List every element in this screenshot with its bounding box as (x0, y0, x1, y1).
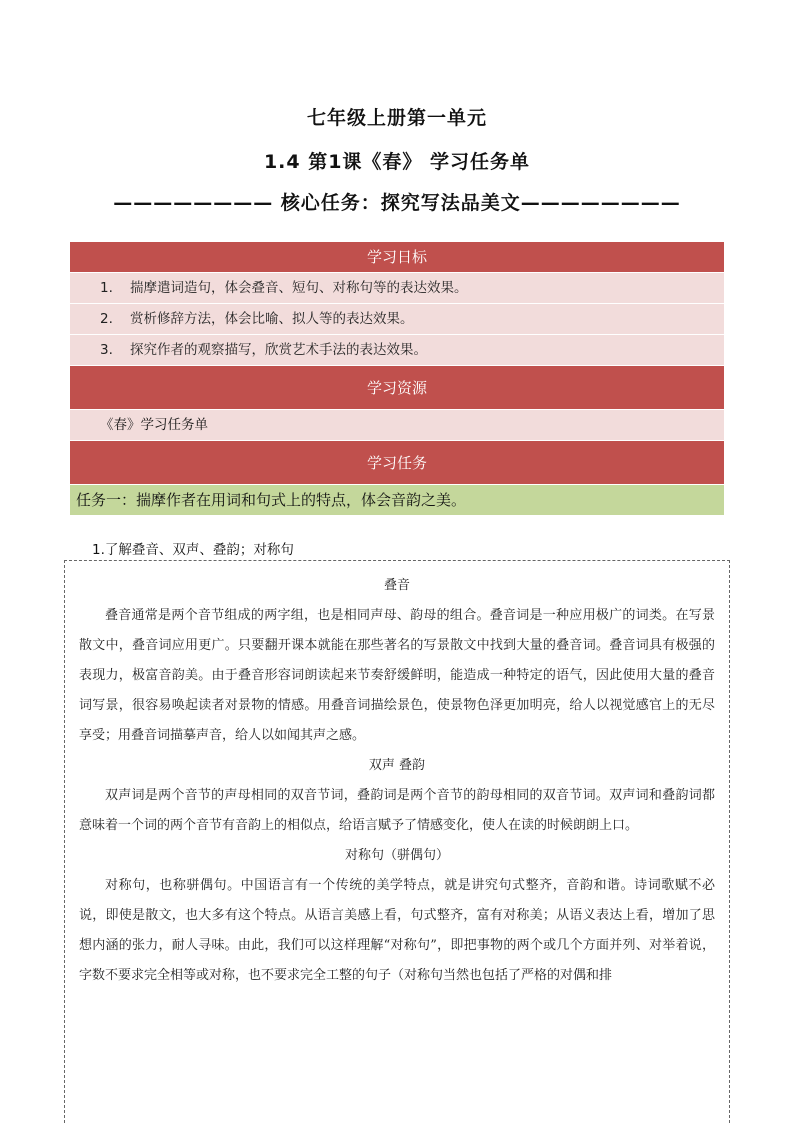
heading-reduplication: 叠音 (383, 578, 410, 593)
doc-title-unit: 七年级上册第一单元 (306, 107, 487, 129)
paragraph-alliteration-rhyme: 双声词是两个音节的声母相同的双音节词，叠韵词是两个音节的韵母相同的双音节词。双声词和叠韵词都意味着一个词的两个音节有音韵上的相似点，给语言赋予了情感变化，使人在读的时候朗朗上口。 (79, 788, 715, 833)
paragraph-symmetric-sentence: 对称句，也称骈偶句。中国语言有一个传统的美学特点，就是讲究句式整齐，音韵和谐。诗词歌赋不必说，即使是散文，也大多有这个特点。从语言美感上看，句式整齐，富有对称美；从语义表达上看，增加了思想内涵的张力，耐人寻味。由此，我们可以这样理解“对称句”，即把事物的两个或几个方面并列、对举着说，字数不要求完全相等或对称，也不要求完全工整的句子（对称句当然也包括了严格的对偶和排 (79, 878, 715, 983)
doc-title-lesson: 1.4 第1课《春》 学习任务单 (263, 151, 531, 173)
tasks-heading: 学习任务 (70, 441, 724, 485)
task-table (70, 242, 724, 515)
task-one: 任务一：揣摩作者在用词和句式上的特点，体会音韵之美。 (70, 485, 724, 515)
goal-item (70, 335, 724, 366)
heading-alliteration-rhyme: 双声 叠韵 (368, 758, 426, 773)
goal-number: 1. (100, 280, 113, 296)
section-subheading: 1.了解叠音、双声、叠韵；对称句 (92, 542, 294, 558)
goal-text: 赏析修辞方法，体会比喻、拟人等的表达效果。 (130, 311, 414, 327)
goals-heading: 学习日标 (70, 242, 724, 273)
goal-item (70, 273, 724, 304)
resource-item: 《春》学习任务单 (70, 410, 724, 441)
paragraph-reduplication: 叠音通常是两个音节组成的两字组，也是相同声母、韵母的组合。叠音词是一种应用极广的词类。在写景散文中，叠音词应用更广。只要翻开课本就能在那些著名的写景散文中找到大量的叠音词。叠音词具有极强的表现力，极富音韵美。由于叠音形容词朗读起来节奏舒缓鲜明，能造成一种特定的语气，因此使用大量的叠音词写景，很容易唤起读者对景物的情感。用叠音词描绘景色，使景物色泽更加明亮，给人以视觉感官上的无尽享受；用叠音词描摹声音，给人以如闻其声之感。 (79, 608, 715, 743)
goal-number: 2. (100, 311, 113, 327)
heading-symmetric-sentence: 对称句（骈偶句） (344, 848, 449, 863)
goal-number: 3. (100, 342, 113, 358)
content-box (64, 560, 730, 1123)
goal-text: 探究作者的观察描写，欣赏艺术手法的表达效果。 (130, 342, 427, 358)
resources-heading: 学习资源 (70, 366, 724, 410)
goal-text: 揣摩遣词造句，体会叠音、短句、对称句等的表达效果。 (130, 280, 468, 296)
doc-title-core-task: ———————— 核心任务：探究写法品美文———————— (113, 192, 681, 214)
goal-item (70, 304, 724, 335)
